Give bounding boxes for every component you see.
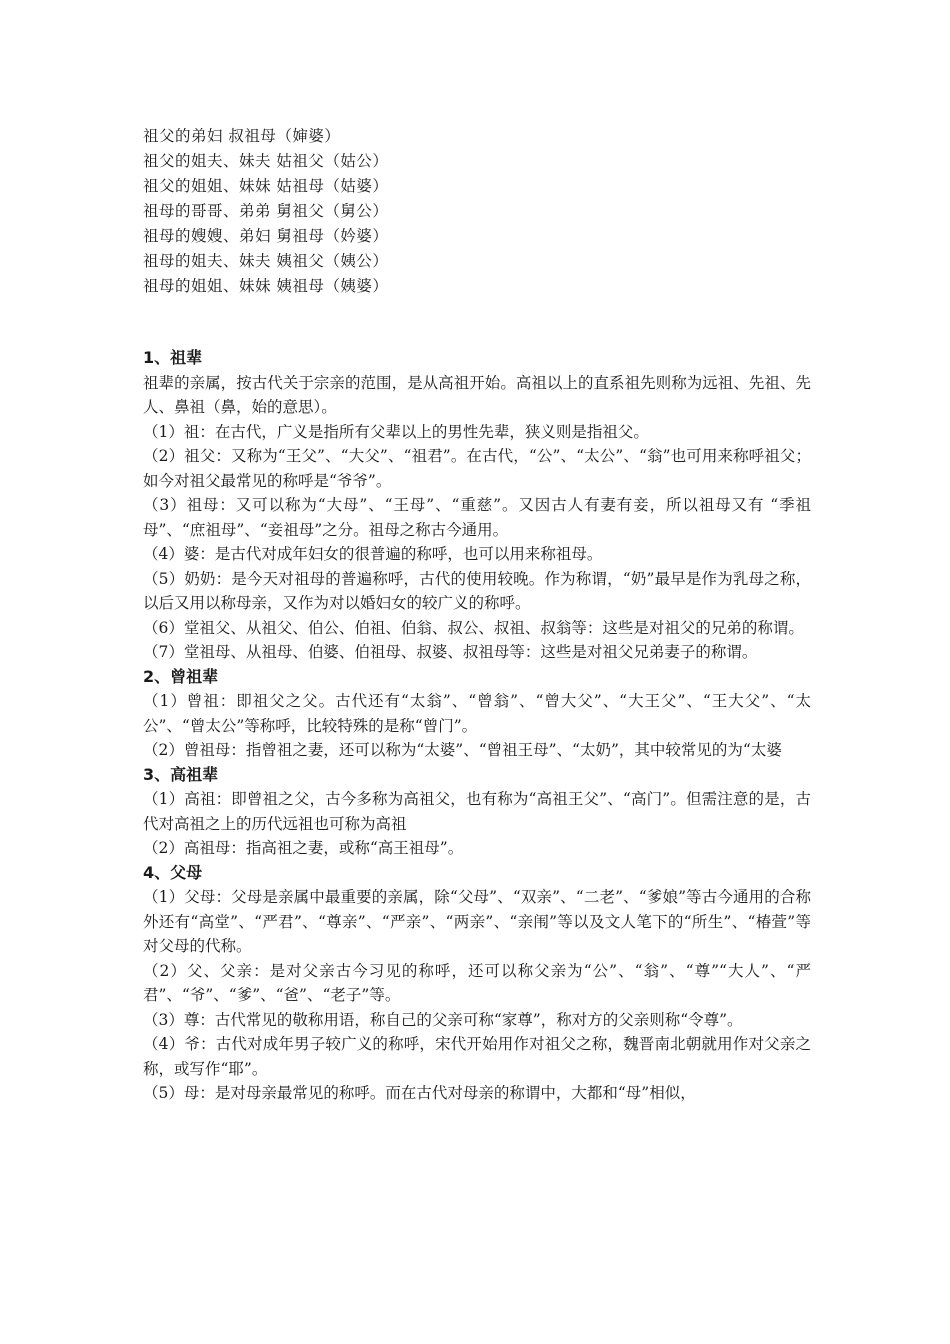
paragraph: （4）爷：古代对成年男子较广义的称呼，宋代开始用作对祖父之称，魏晋南北朝就用作对父亲之称，或写作“耶”。 [143,1035,811,1078]
paragraph: （2）高祖母：指高祖之妻，或称“高王祖母”。 [143,839,464,857]
paragraph: 祖辈的亲属，按古代关于宗亲的范围，是从高祖开始。高祖以上的直系祖先则称为远祖、先祖、先人、鼻祖（鼻，始的意思）。 [143,373,811,416]
kinship-list-item: 祖母的嫂嫂、弟妇 舅祖母（妗婆） [143,227,389,245]
paragraph: （3）祖母：又可以称为“大母”、“王母”、“重慈”。又因古人有妻有妾，所以祖母又有 “季祖母”、“庶祖母”、“妾祖母”之分。祖母之称古今通用。 [143,496,811,539]
paragraph: （1）高祖：即曾祖之父，古今多称为高祖父，也有称为“高祖王父”、“高门”。但需注意的是，古代对高祖之上的历代远祖也可称为高祖 [143,790,811,833]
paragraph: （1）祖：在古代，广义是指所有父辈以上的男性先辈，狭义则是指祖父。 [143,422,649,441]
paragraph: （2）祖父：又称为“王父”、“大父”、“祖君”。在古代，“公”、“太公”、“翁”也可用来称呼祖父；如今对祖父最常见的称呼是“爷爷”。 [143,447,811,490]
kinship-list-item: 祖母的姐夫、妹夫 姨祖父（姨公） [143,252,389,270]
kinship-list-item: 祖父的姐夫、妹夫 姑祖父（姑公） [143,152,389,170]
section-heading-grandparents: 1、祖辈 [143,348,203,367]
document-body [143,346,811,1106]
paragraph: （3）尊：古代常见的敬称用语，称自己的父亲可称“家尊”，称对方的父亲则称“令尊”。 [143,1010,743,1029]
paragraph: （4）婆：是古代对成年妇女的很普遍的称呼，也可以用来称祖母。 [143,545,603,563]
kinship-list-item: 祖母的姐姐、妹妹 姨祖母（姨婆） [143,277,389,295]
section-heading-great-grandparents: 2、曾祖辈 [143,666,219,686]
paragraph: （6）堂祖父、从祖父、伯公、伯祖、伯翁、叔公、叔祖、叔翁等：这些是对祖父的兄弟的称谓。 [143,618,804,637]
section-heading-great-great-grandparents: 3、高祖辈 [143,764,219,784]
paragraph: （5）奶奶：是今天对祖母的普遍称呼，古代的使用较晚。作为称谓，“奶”最早是作为乳母之称，以后又用以称母亲，又作为对以婚妇女的较广义的称呼。 [143,569,811,612]
paragraph: （1）父母：父母是亲属中最重要的亲属，除“父母”、“双亲”、“二老”、“爹娘”等古今通用的合称外还有“高堂”、“严君”、“尊亲”、“严亲”、“两亲”、“亲闱”等以及文人笔下的“所生”、“椿萱”等对父母的代称。 [143,888,811,955]
paragraph: （1）曾祖：即祖父之父。古代还有“太翁”、“曾翁”、“曾大父”、“大王父”、“王大父”、“太公”、“曾太公”等称呼，比较特殊的是称“曾门”。 [143,692,811,735]
paragraph: （2）父、父亲：是对父亲古今习见的称呼，还可以称父亲为“公”、“翁”、“尊”“大人”、“严君”、“爷”、“爹”、“爸”、“老子”等。 [143,961,811,1004]
paragraph: （7）堂祖母、从祖母、伯婆、伯祖母、叔婆、叔祖母等：这些是对祖父兄弟妻子的称谓。 [143,643,758,661]
kinship-list-item: 祖父的弟妇 叔祖母（婶婆） [143,127,341,145]
section-heading-parents: 4、父母 [143,862,203,882]
kinship-list-item: 祖父的姐姐、妹妹 姑祖母（姑婆） [143,177,389,195]
kinship-list-item: 祖母的哥哥、弟弟 舅祖父（舅公） [143,202,389,220]
kinship-list [143,124,803,299]
paragraph: （2）曾祖母：指曾祖之妻，还可以称为“太婆”、“曾祖王母”、“太奶”，其中较常见的为“太婆 [143,741,782,759]
paragraph: （5）母：是对母亲最常见的称呼。而在古代对母亲的称谓中，大都和“母”相似， [143,1084,696,1102]
